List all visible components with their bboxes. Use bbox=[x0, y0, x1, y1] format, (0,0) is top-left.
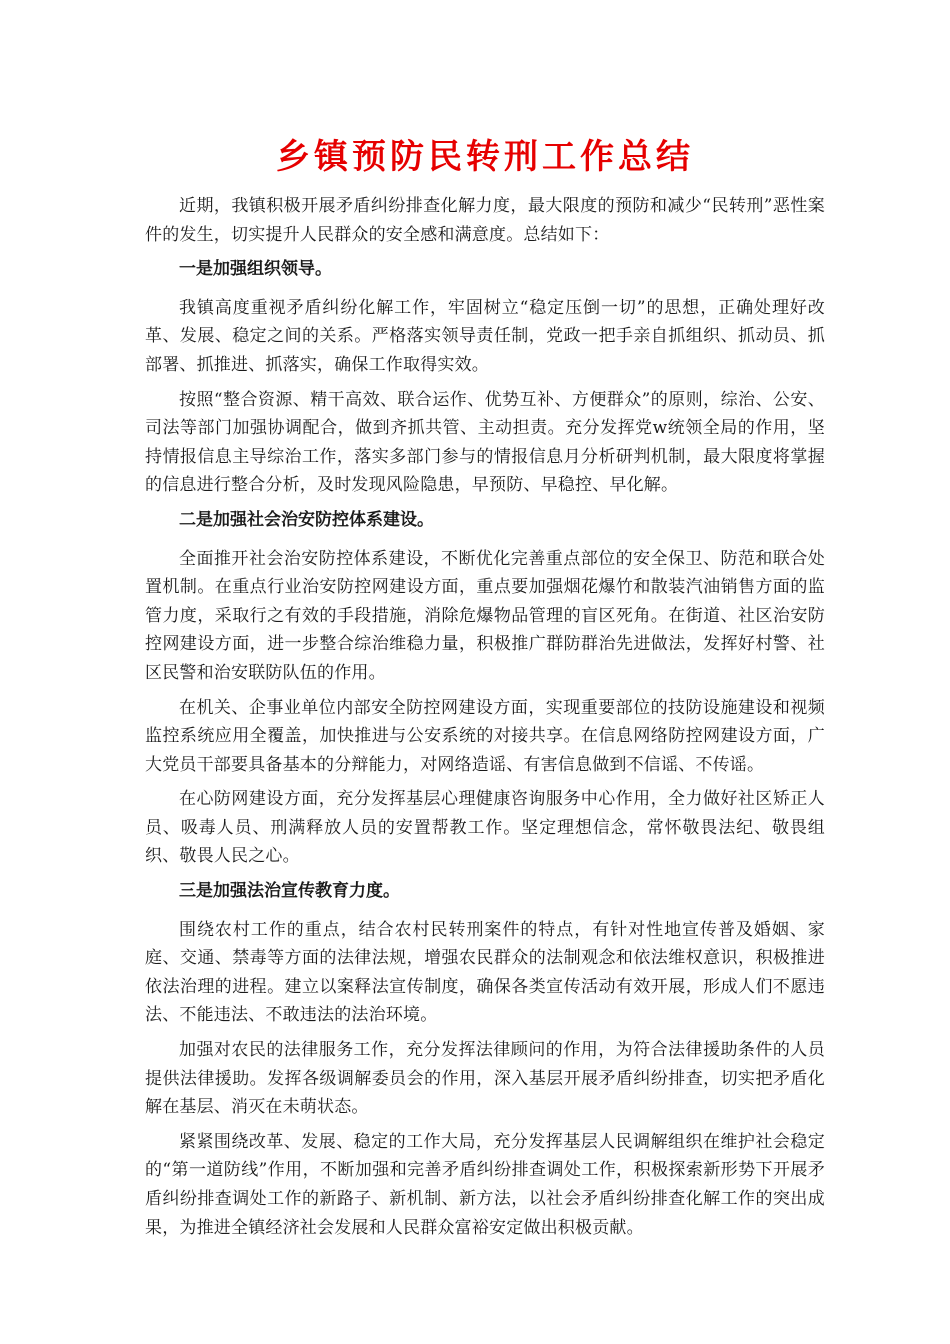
section-3-paragraph-2: 加强对农民的法律服务工作，充分发挥法律顾问的作用，为符合法律援助条件的人员提供法律援助。发挥各级调解委员会的作用，深入基层开展矛盾纠纷排查，切实把矛盾化解在基层、消灭在未萌状态。 bbox=[145, 1040, 825, 1118]
intro-paragraph: 近期，我镇积极开展矛盾纠纷排查化解力度，最大限度的预防和减少“民转刑”恶性案件的发生，切实提升人民群众的安全感和满意度。总结如下： bbox=[145, 196, 825, 245]
section-2-heading: 二是加强社会治安防控体系建设。 bbox=[179, 509, 434, 530]
section-3-paragraph-3: 紧紧围绕改革、发展、稳定的工作大局，充分发挥基层人民调解组织在维护社会稳定的“第一道防线”作用，不断加强和完善矛盾纠纷排查调处工作，积极探索新形势下开展矛盾纠纷排查调处工作的新路子、新机制、新方法，以社会矛盾纠纷排查化解工作的突出成果，为推进全镇经济社会发展和人民群众富裕安定做出积极贡献。 bbox=[145, 1131, 825, 1238]
section-2 bbox=[145, 506, 825, 871]
document-page bbox=[145, 128, 825, 1248]
section-1-paragraph-2: 按照“整合资源、精干高效、联合运作、优势互补、方便群众”的原则，综治、公安、司法等部门加强协调配合，做到齐抓共管、主动担责。充分发挥党w统领全局的作用，坚持情报信息主导综治工作，落实多部门参与的情报信息月分析研判机制，最大限度将掌握的信息进行整合分析，及时发现风险隐患，早预防、早稳控、早化解。 bbox=[145, 389, 825, 496]
section-2-paragraph-1: 全面推开社会治安防控体系建设，不断优化完善重点部位的安全保卫、防范和联合处置机制。在重点行业治安防控网建设方面，重点要加强烟花爆竹和散装汽油销售方面的监管力度，采取行之有效的手段措施，消除危爆物品管理的盲区死角。在街道、社区治安防控网建设方面，进一步整合综治维稳力量，积极推广群防群治先进做法，发挥好村警、社区民警和治安联防队伍的作用。 bbox=[145, 548, 825, 683]
section-1-paragraph-1: 我镇高度重视矛盾纠纷化解工作，牢固树立“稳定压倒一切”的思想，正确处理好改革、发展、稳定之间的关系。严格落实领导责任制，党政一把手亲自抓组织、抓动员、抓部署、抓推进、抓落实，确保工作取得实效。 bbox=[145, 297, 825, 375]
section-3-paragraph-1: 围绕农村工作的重点，结合农村民转刑案件的特点，有针对性地宣传普及婚姻、家庭、交通、禁毒等方面的法律法规，增强农民群众的法制观念和依法维权意识，积极推进依法治理的进程。建立以案释法宣传制度，确保各类宣传活动有效开展，形成人们不愿违法、不能违法、不敢违法的法治环境。 bbox=[145, 919, 825, 1026]
section-2-paragraph-3: 在心防网建设方面，充分发挥基层心理健康咨询服务中心作用，全力做好社区矫正人员、吸毒人员、刑满释放人员的安置帮教工作。坚定理想信念，常怀敬畏法纪、敬畏组织、敬畏人民之心。 bbox=[145, 789, 825, 867]
section-1 bbox=[145, 255, 825, 500]
section-3-heading: 三是加强法治宣传教育力度。 bbox=[179, 881, 400, 902]
section-3 bbox=[145, 877, 825, 1242]
document-title: 乡镇预防民转刑工作总结 bbox=[276, 137, 694, 177]
section-2-paragraph-2: 在机关、企事业单位内部安全防控网建设方面，实现重要部位的技防设施建设和视频监控系统应用全覆盖，加快推进与公安系统的对接共享。在信息网络防控网建设方面，广大党员干部要具备基本的分辩能力，对网络造谣、有害信息做到不信谣、不传谣。 bbox=[145, 697, 825, 775]
section-1-heading: 一是加强组织领导。 bbox=[179, 259, 332, 280]
